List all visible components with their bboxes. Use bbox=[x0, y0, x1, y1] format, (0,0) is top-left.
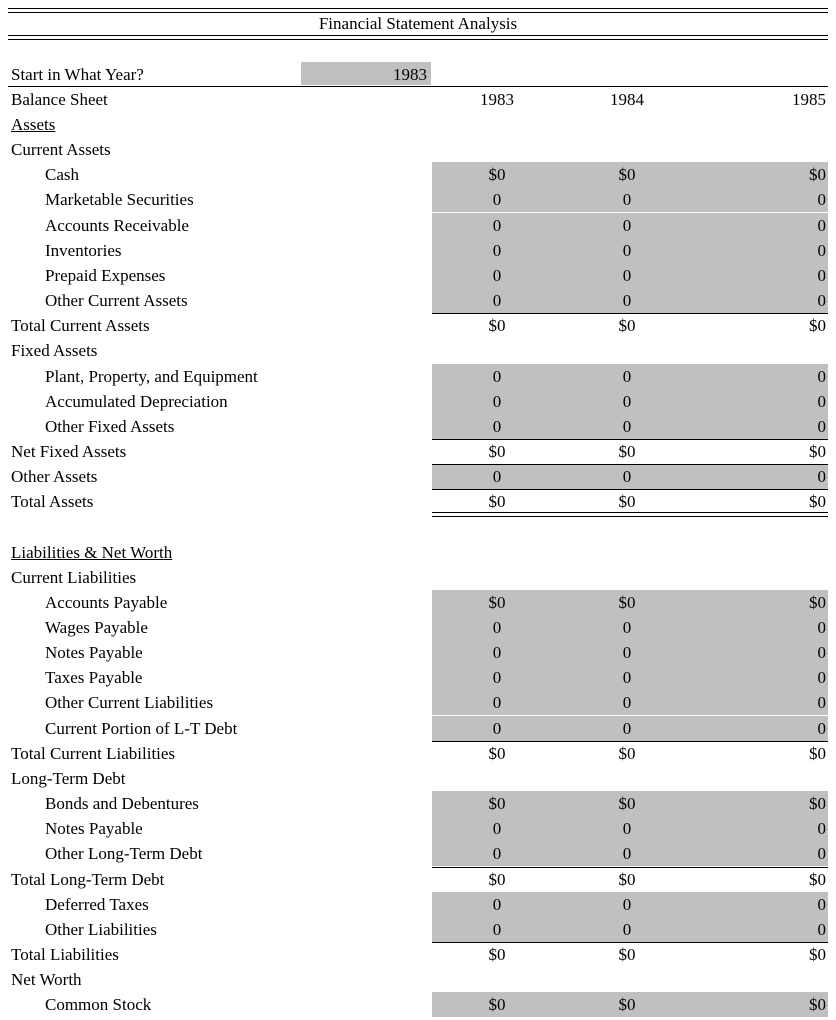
value-cell[interactable] bbox=[692, 364, 828, 389]
value-cell[interactable] bbox=[562, 665, 692, 690]
value-cell bbox=[692, 313, 828, 338]
value-cell bbox=[692, 489, 828, 514]
value-cell bbox=[562, 489, 692, 514]
value-cell[interactable] bbox=[432, 917, 562, 942]
value-cell[interactable] bbox=[692, 665, 828, 690]
value-cell[interactable] bbox=[432, 464, 562, 489]
row-label: Assets bbox=[11, 115, 56, 134]
value-cell[interactable] bbox=[432, 841, 562, 866]
value-cell[interactable] bbox=[432, 640, 562, 665]
value-cell bbox=[562, 741, 692, 766]
table-row bbox=[8, 841, 828, 866]
row-label: Inventories bbox=[45, 240, 122, 260]
value-text: 0 bbox=[622, 240, 632, 260]
table-row bbox=[8, 414, 828, 439]
value-cell bbox=[432, 867, 562, 892]
value-text: $0 bbox=[809, 869, 826, 889]
table-row bbox=[8, 942, 828, 967]
value-text: $0 bbox=[618, 869, 636, 889]
row-label: Notes Payable bbox=[45, 643, 143, 663]
year-header-3: 1985 bbox=[792, 90, 826, 109]
year-header-1: 1983 bbox=[480, 90, 514, 109]
value-cell[interactable] bbox=[692, 892, 828, 917]
value-cell[interactable] bbox=[562, 213, 692, 238]
row-label: Other Current Assets bbox=[45, 291, 188, 310]
row-label: Other Long-Term Debt bbox=[45, 844, 203, 864]
value-text: 0 bbox=[622, 291, 632, 310]
value-text: 0 bbox=[492, 919, 502, 939]
value-cell[interactable] bbox=[562, 187, 692, 212]
value-text: 0 bbox=[492, 391, 502, 411]
value-cell bbox=[432, 942, 562, 967]
value-cell[interactable] bbox=[432, 590, 562, 615]
table-row bbox=[8, 690, 828, 715]
value-text: $0 bbox=[618, 316, 636, 336]
table-row bbox=[8, 565, 828, 590]
row-label: Wages Payable bbox=[45, 618, 148, 637]
value-cell bbox=[562, 867, 692, 892]
value-cell[interactable] bbox=[432, 263, 562, 288]
value-text: 0 bbox=[492, 618, 502, 637]
value-text: 0 bbox=[492, 215, 502, 235]
value-text: 0 bbox=[492, 643, 502, 663]
value-cell[interactable] bbox=[562, 263, 692, 288]
value-text: $0 bbox=[488, 995, 506, 1015]
value-text: 0 bbox=[622, 265, 632, 285]
row-label: Plant, Property, and Equipment bbox=[45, 366, 258, 386]
start-year-label: Start in What Year? bbox=[11, 65, 144, 84]
value-cell[interactable] bbox=[432, 288, 562, 313]
value-cell[interactable] bbox=[562, 464, 692, 489]
value-cell[interactable] bbox=[562, 892, 692, 917]
value-text: 0 bbox=[817, 643, 826, 663]
value-cell[interactable] bbox=[692, 590, 828, 615]
value-text: 0 bbox=[492, 291, 502, 310]
value-cell[interactable] bbox=[692, 992, 828, 1017]
value-text: 0 bbox=[492, 265, 502, 285]
row-label: Total Current Assets bbox=[11, 316, 150, 336]
table-row bbox=[8, 238, 828, 263]
table-row bbox=[8, 464, 828, 489]
value-cell[interactable] bbox=[432, 716, 562, 741]
value-cell[interactable] bbox=[562, 288, 692, 313]
value-cell[interactable] bbox=[692, 464, 828, 489]
value-text: 0 bbox=[817, 291, 826, 310]
table-row bbox=[8, 716, 828, 741]
value-text: 0 bbox=[492, 844, 502, 864]
value-cell[interactable] bbox=[692, 917, 828, 942]
value-cell[interactable] bbox=[432, 615, 562, 640]
value-text: $0 bbox=[488, 492, 506, 512]
value-cell[interactable] bbox=[432, 665, 562, 690]
value-cell bbox=[692, 439, 828, 464]
row-label: Other Assets bbox=[11, 467, 98, 487]
table-row bbox=[8, 766, 828, 791]
value-cell[interactable] bbox=[692, 288, 828, 313]
value-text: $0 bbox=[488, 441, 506, 461]
top-double-rule bbox=[8, 8, 828, 13]
row-label: Taxes Payable bbox=[45, 668, 143, 688]
value-text: $0 bbox=[618, 743, 636, 763]
title-double-rule bbox=[8, 35, 828, 40]
value-cell[interactable] bbox=[562, 389, 692, 414]
table-row bbox=[8, 665, 828, 690]
value-cell[interactable] bbox=[562, 992, 692, 1017]
value-text: $0 bbox=[618, 995, 636, 1015]
value-text: 0 bbox=[622, 618, 632, 637]
value-text: 0 bbox=[817, 366, 826, 386]
value-text: 0 bbox=[492, 416, 502, 436]
value-cell[interactable] bbox=[562, 414, 692, 439]
table-row bbox=[8, 967, 828, 992]
row-label: Accumulated Depreciation bbox=[45, 391, 228, 411]
value-cell[interactable] bbox=[432, 238, 562, 263]
value-text: 0 bbox=[622, 391, 632, 411]
value-text: 0 bbox=[817, 391, 826, 411]
value-cell[interactable] bbox=[692, 690, 828, 715]
value-text: $0 bbox=[809, 441, 826, 461]
value-text: 0 bbox=[492, 693, 502, 713]
value-cell[interactable] bbox=[562, 640, 692, 665]
row-label: Current Liabilities bbox=[11, 567, 137, 587]
value-text: $0 bbox=[809, 492, 826, 512]
value-text: 0 bbox=[492, 190, 502, 210]
row-label: Cash bbox=[45, 165, 79, 185]
row-label: Other Fixed Assets bbox=[45, 416, 175, 436]
value-text: $0 bbox=[488, 592, 506, 612]
table-row bbox=[8, 364, 828, 389]
value-cell[interactable] bbox=[562, 816, 692, 841]
value-text: $0 bbox=[618, 794, 636, 813]
value-text: 0 bbox=[492, 718, 502, 738]
value-text: $0 bbox=[809, 592, 826, 612]
value-cell[interactable] bbox=[432, 992, 562, 1017]
value-text: $0 bbox=[488, 944, 506, 964]
value-cell bbox=[432, 313, 562, 338]
value-text: 0 bbox=[817, 819, 826, 839]
value-text: $0 bbox=[488, 743, 506, 763]
table-row bbox=[8, 917, 828, 942]
table-row bbox=[8, 615, 828, 640]
value-cell[interactable] bbox=[432, 816, 562, 841]
value-text: 0 bbox=[817, 265, 826, 285]
row-label: Long-Term Debt bbox=[11, 768, 126, 788]
value-text: 0 bbox=[622, 467, 632, 487]
value-cell[interactable] bbox=[562, 162, 692, 187]
value-text: 0 bbox=[622, 416, 632, 436]
value-text: 0 bbox=[817, 844, 826, 864]
value-text: 0 bbox=[622, 643, 632, 663]
value-text: 0 bbox=[622, 366, 632, 386]
row-label: Total Assets bbox=[11, 492, 94, 512]
value-cell bbox=[432, 489, 562, 514]
balance-sheet-header bbox=[8, 86, 828, 111]
table-row bbox=[8, 439, 828, 464]
value-cell[interactable] bbox=[432, 162, 562, 187]
table-row bbox=[8, 389, 828, 414]
row-label: Other Current Liabilities bbox=[45, 693, 214, 713]
value-text: 0 bbox=[817, 215, 826, 235]
value-cell[interactable] bbox=[562, 238, 692, 263]
value-text: $0 bbox=[618, 441, 636, 461]
value-cell[interactable] bbox=[692, 640, 828, 665]
start-year-value: 1983 bbox=[393, 65, 427, 84]
value-cell[interactable] bbox=[432, 414, 562, 439]
value-cell bbox=[432, 439, 562, 464]
start-year-row bbox=[8, 62, 828, 87]
value-text: 0 bbox=[622, 819, 632, 839]
row-label: Total Liabilities bbox=[11, 944, 119, 964]
table-row bbox=[8, 187, 828, 212]
row-label: Accounts Receivable bbox=[45, 215, 189, 235]
value-text: 0 bbox=[622, 894, 632, 914]
balance-sheet-label: Balance Sheet bbox=[11, 90, 108, 109]
value-text: 0 bbox=[817, 668, 826, 688]
row-label: Current Portion of L-T Debt bbox=[45, 718, 238, 738]
value-text: $0 bbox=[809, 165, 826, 185]
table-row bbox=[8, 162, 828, 187]
value-cell[interactable] bbox=[562, 690, 692, 715]
row-label: Net Fixed Assets bbox=[11, 441, 127, 461]
row-label: Net Worth bbox=[11, 970, 82, 990]
row-label: Total Long-Term Debt bbox=[11, 869, 165, 889]
value-text: $0 bbox=[488, 794, 506, 813]
value-cell bbox=[432, 741, 562, 766]
table-row bbox=[8, 313, 828, 338]
value-cell bbox=[692, 867, 828, 892]
value-text: 0 bbox=[817, 467, 826, 487]
value-cell[interactable] bbox=[432, 213, 562, 238]
table-row bbox=[8, 112, 828, 137]
row-label: Current Assets bbox=[11, 140, 111, 160]
value-text: 0 bbox=[817, 718, 826, 738]
row-label: Common Stock bbox=[45, 995, 152, 1015]
year-header-2: 1984 bbox=[610, 90, 644, 109]
table-row bbox=[8, 288, 828, 313]
value-cell[interactable] bbox=[432, 690, 562, 715]
row-label: Deferred Taxes bbox=[45, 894, 149, 914]
value-text: $0 bbox=[488, 869, 506, 889]
table-row bbox=[8, 892, 828, 917]
value-text: 0 bbox=[817, 693, 826, 713]
value-text: 0 bbox=[817, 894, 826, 914]
value-text: 0 bbox=[817, 919, 826, 939]
value-cell[interactable] bbox=[432, 364, 562, 389]
value-cell[interactable] bbox=[692, 263, 828, 288]
table-row bbox=[8, 992, 828, 1017]
value-cell bbox=[562, 313, 692, 338]
value-cell[interactable] bbox=[432, 187, 562, 212]
value-text: $0 bbox=[618, 492, 636, 512]
value-text: 0 bbox=[492, 819, 502, 839]
value-text: 0 bbox=[622, 693, 632, 713]
table-row bbox=[8, 338, 828, 363]
row-label: Notes Payable bbox=[45, 819, 143, 839]
row-label: Other Liabilities bbox=[45, 919, 157, 939]
value-text: 0 bbox=[817, 416, 826, 436]
value-cell[interactable] bbox=[692, 791, 828, 816]
value-text: $0 bbox=[488, 165, 506, 185]
table-row bbox=[8, 816, 828, 841]
value-text: $0 bbox=[488, 316, 506, 336]
value-cell[interactable] bbox=[562, 615, 692, 640]
value-text: 0 bbox=[492, 240, 502, 260]
value-cell[interactable] bbox=[692, 238, 828, 263]
value-cell[interactable] bbox=[562, 791, 692, 816]
value-text: 0 bbox=[622, 668, 632, 688]
value-text: $0 bbox=[809, 944, 826, 964]
value-text: $0 bbox=[809, 743, 826, 763]
value-cell bbox=[692, 942, 828, 967]
table-row bbox=[8, 540, 828, 565]
value-text: 0 bbox=[817, 190, 826, 210]
value-text: $0 bbox=[618, 592, 636, 612]
value-text: 0 bbox=[817, 618, 826, 637]
value-cell[interactable] bbox=[692, 187, 828, 212]
value-cell[interactable] bbox=[562, 716, 692, 741]
value-text: 0 bbox=[622, 190, 632, 210]
table-row bbox=[8, 590, 828, 615]
value-text: 0 bbox=[492, 894, 502, 914]
value-cell bbox=[562, 439, 692, 464]
value-cell[interactable] bbox=[692, 716, 828, 741]
value-cell[interactable] bbox=[562, 590, 692, 615]
start-year-input[interactable] bbox=[301, 62, 431, 85]
value-cell[interactable] bbox=[432, 892, 562, 917]
value-text: $0 bbox=[618, 944, 636, 964]
value-cell[interactable] bbox=[692, 162, 828, 187]
value-text: 0 bbox=[622, 844, 632, 864]
row-label: Prepaid Expenses bbox=[45, 265, 166, 285]
row-label: Marketable Securities bbox=[45, 190, 194, 210]
table-row bbox=[8, 640, 828, 665]
value-text: 0 bbox=[492, 467, 502, 487]
row-label: Total Current Liabilities bbox=[11, 743, 176, 763]
value-text: $0 bbox=[809, 794, 826, 813]
page-title: Financial Statement Analysis bbox=[318, 14, 518, 33]
value-text: 0 bbox=[622, 919, 632, 939]
table-row bbox=[8, 791, 828, 816]
table-row bbox=[8, 741, 828, 766]
value-cell[interactable] bbox=[432, 389, 562, 414]
value-text: 0 bbox=[622, 215, 632, 235]
value-cell[interactable] bbox=[692, 213, 828, 238]
value-text: $0 bbox=[809, 316, 826, 336]
value-cell[interactable] bbox=[562, 841, 692, 866]
table-row bbox=[8, 867, 828, 892]
value-cell[interactable] bbox=[692, 389, 828, 414]
table-row bbox=[8, 137, 828, 162]
value-cell[interactable] bbox=[692, 816, 828, 841]
table-row bbox=[8, 514, 828, 539]
value-text: 0 bbox=[492, 668, 502, 688]
row-label: Fixed Assets bbox=[11, 341, 98, 361]
value-cell[interactable] bbox=[692, 615, 828, 640]
value-text: $0 bbox=[618, 165, 636, 185]
value-cell bbox=[692, 741, 828, 766]
value-cell[interactable] bbox=[562, 364, 692, 389]
table-row bbox=[8, 489, 828, 514]
row-label: Accounts Payable bbox=[45, 592, 168, 612]
value-cell[interactable] bbox=[692, 414, 828, 439]
value-cell[interactable] bbox=[432, 791, 562, 816]
value-text: 0 bbox=[492, 366, 502, 386]
value-cell bbox=[562, 942, 692, 967]
value-text: 0 bbox=[622, 718, 632, 738]
value-text: $0 bbox=[809, 995, 826, 1015]
value-cell[interactable] bbox=[692, 841, 828, 866]
table-row bbox=[8, 213, 828, 238]
value-cell[interactable] bbox=[562, 917, 692, 942]
row-label: Liabilities & Net Worth bbox=[11, 542, 173, 562]
value-text: 0 bbox=[817, 240, 826, 260]
table-row bbox=[8, 263, 828, 288]
row-label: Bonds and Debentures bbox=[45, 794, 199, 813]
